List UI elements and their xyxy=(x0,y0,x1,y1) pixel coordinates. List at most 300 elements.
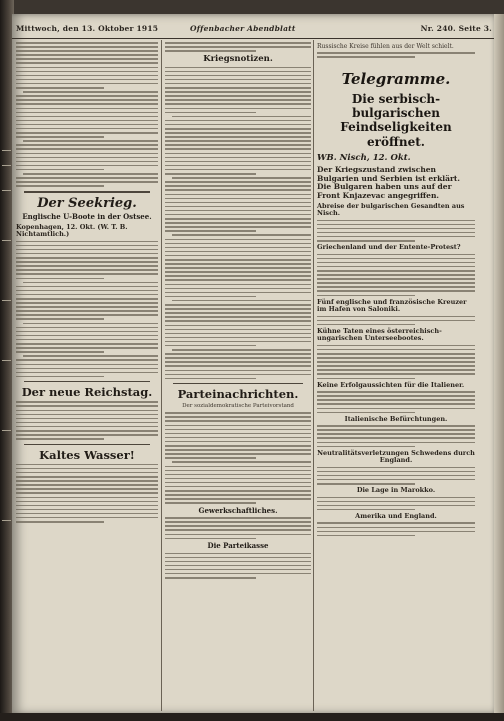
text-line xyxy=(16,148,158,150)
text-line xyxy=(16,249,158,251)
text-line xyxy=(317,266,475,268)
text-line xyxy=(16,484,158,486)
text-line xyxy=(165,132,311,134)
section-rule xyxy=(24,444,150,445)
text-line xyxy=(317,446,415,448)
text-line xyxy=(165,320,311,322)
text-line xyxy=(165,83,311,85)
text-line xyxy=(165,296,256,298)
text-line xyxy=(317,527,475,529)
text-line xyxy=(165,521,311,523)
text-line xyxy=(16,181,158,183)
text-line xyxy=(165,79,311,81)
text-line xyxy=(165,525,311,527)
text-line xyxy=(165,75,311,77)
text-line xyxy=(317,320,475,322)
text-line xyxy=(317,232,475,234)
text-line xyxy=(16,476,158,478)
text-line xyxy=(317,228,475,230)
text-line xyxy=(165,275,311,277)
text-line xyxy=(16,42,158,44)
text-line xyxy=(16,426,158,428)
text-line xyxy=(317,391,475,393)
dateline-kopenhagen: Kopenhagen, 12. Okt. (W. T. B. Nichtamtlich.) xyxy=(16,222,128,239)
text-line xyxy=(165,490,311,492)
text-line xyxy=(317,429,475,431)
text-line xyxy=(165,120,311,122)
text-line xyxy=(16,517,158,519)
text-line xyxy=(317,412,415,414)
text-line xyxy=(165,502,256,504)
text-line xyxy=(165,230,256,232)
text-line xyxy=(16,50,158,52)
text-line xyxy=(165,259,311,261)
heading-parteikasse: Die Parteikasse xyxy=(207,541,269,551)
subheading-seekrieg: Englische U-Boote in der Ostsee. xyxy=(22,212,152,222)
text-line xyxy=(165,441,311,443)
text-line xyxy=(165,128,311,130)
text-line xyxy=(16,339,158,341)
text-line xyxy=(165,370,311,372)
text-line xyxy=(165,243,311,245)
text-line xyxy=(165,161,311,163)
text-line xyxy=(16,414,158,416)
text-line xyxy=(16,157,158,159)
text-block xyxy=(16,42,158,187)
text-line xyxy=(165,482,311,484)
text-line xyxy=(317,52,475,54)
text-line xyxy=(317,475,475,477)
text-line xyxy=(165,173,256,175)
text-line xyxy=(165,140,311,142)
page-header xyxy=(10,22,496,38)
text-line xyxy=(165,292,311,294)
text-line xyxy=(16,418,158,420)
text-line xyxy=(16,54,158,56)
text-block xyxy=(317,345,475,379)
text-line xyxy=(16,318,104,320)
text-line xyxy=(317,501,475,503)
text-line xyxy=(16,253,158,255)
text-line xyxy=(317,399,475,401)
text-line xyxy=(165,267,311,269)
text-line xyxy=(317,505,475,507)
text-block xyxy=(16,401,158,439)
text-line xyxy=(165,308,311,310)
text-line xyxy=(16,501,158,503)
text-line xyxy=(16,124,158,126)
text-line xyxy=(165,99,311,101)
text-line xyxy=(165,325,311,327)
text-line xyxy=(165,194,311,196)
text-line xyxy=(16,497,158,499)
text-line xyxy=(165,218,311,220)
subheading-parteinachrichten: Der sozialdemokratische Parteivorstand xyxy=(182,403,294,410)
column-1 xyxy=(16,42,158,713)
text-line xyxy=(165,251,311,253)
text-line xyxy=(317,349,475,351)
text-line xyxy=(16,177,158,179)
text-line xyxy=(165,189,311,191)
section-rule xyxy=(24,191,150,193)
heading-kriegsnotizen: Kriegsnotizen. xyxy=(203,53,273,64)
text-line xyxy=(165,181,311,183)
text-line xyxy=(16,71,158,73)
text-block xyxy=(317,391,475,413)
text-line xyxy=(16,372,158,374)
text-line xyxy=(16,265,158,267)
text-line xyxy=(317,479,475,481)
text-line xyxy=(16,95,158,97)
text-block xyxy=(317,316,475,326)
text-line xyxy=(317,361,475,363)
heading-marokko: Die Lage in Marokko. xyxy=(356,486,436,495)
text-line xyxy=(165,185,311,187)
text-line xyxy=(165,279,311,281)
text-line xyxy=(317,316,475,318)
text-line xyxy=(16,298,158,300)
text-line xyxy=(165,255,311,257)
text-line xyxy=(165,329,311,331)
headline-main: Die serbisch-bulgarischen Feindseligkeiten eröffnet. xyxy=(340,91,452,149)
text-line xyxy=(317,433,475,435)
text-line xyxy=(16,257,158,259)
text-line xyxy=(16,165,158,167)
text-line xyxy=(16,79,158,81)
text-line xyxy=(165,263,311,265)
heading-kreuzer: Fünf englische und französische Kreuzer im Hafen von Saloniki. xyxy=(317,297,467,314)
text-line xyxy=(165,288,311,290)
text-line xyxy=(317,220,475,222)
text-line xyxy=(165,124,311,126)
text-line xyxy=(165,365,311,367)
text-line xyxy=(165,557,311,559)
text-line xyxy=(16,112,158,114)
header-rule xyxy=(12,38,494,39)
text-line xyxy=(317,442,475,444)
text-line xyxy=(317,236,475,238)
text-line xyxy=(317,224,475,226)
text-line xyxy=(16,286,158,288)
text-line xyxy=(317,278,475,280)
text-block xyxy=(317,220,475,242)
column-rule-1 xyxy=(161,40,162,711)
text-line xyxy=(165,361,311,363)
text-line xyxy=(16,310,158,312)
text-line xyxy=(16,302,158,304)
text-line xyxy=(317,357,475,359)
text-line xyxy=(317,262,475,264)
text-block xyxy=(165,553,311,579)
text-line xyxy=(317,522,475,524)
text-line xyxy=(317,403,475,405)
text-line xyxy=(165,214,311,216)
text-line xyxy=(165,46,311,48)
text-line xyxy=(16,480,158,482)
heading-amerika: Amerika und England. xyxy=(355,511,437,520)
text-line xyxy=(165,466,311,468)
text-line xyxy=(165,538,256,540)
text-line xyxy=(16,327,158,329)
text-line xyxy=(165,226,311,228)
text-line xyxy=(23,282,158,284)
text-line xyxy=(16,376,104,378)
text-line xyxy=(172,300,311,302)
header-page-number: Nr. 240. Seite 3. xyxy=(420,24,492,33)
text-line xyxy=(16,290,158,292)
text-line xyxy=(172,349,311,351)
text-line xyxy=(165,144,311,146)
text-line xyxy=(165,91,311,93)
text-line xyxy=(16,278,104,280)
text-line xyxy=(165,345,256,347)
text-line xyxy=(16,464,158,466)
text-line xyxy=(317,290,475,292)
text-line xyxy=(16,62,158,64)
text-line xyxy=(16,269,158,271)
text-line xyxy=(165,108,311,110)
text-line xyxy=(165,565,311,567)
text-line xyxy=(165,247,311,249)
scan-border-top xyxy=(14,0,504,14)
text-line xyxy=(16,99,158,101)
heading-befuerchtungen: Italienische Befürchtungen. xyxy=(344,414,448,423)
text-line xyxy=(317,378,415,380)
text-line xyxy=(16,410,158,412)
text-line xyxy=(165,136,311,138)
text-line xyxy=(165,353,311,355)
text-line xyxy=(317,509,415,511)
heading-kaltes-wasser: Kaltes Wasser! xyxy=(39,447,135,462)
text-line xyxy=(317,258,475,260)
column-3 xyxy=(317,42,475,713)
text-line xyxy=(165,529,311,531)
text-line xyxy=(16,335,158,337)
text-line xyxy=(165,312,311,314)
text-line xyxy=(165,316,311,318)
text-line xyxy=(165,341,311,343)
text-line xyxy=(16,505,158,507)
text-line xyxy=(16,241,158,243)
text-line xyxy=(317,497,475,499)
text-line xyxy=(165,416,311,418)
text-block xyxy=(16,241,158,378)
text-line xyxy=(16,492,158,494)
text-line xyxy=(16,87,104,89)
text-line xyxy=(165,573,311,575)
text-line xyxy=(317,395,475,397)
text-block xyxy=(317,497,475,511)
text-line xyxy=(16,401,158,403)
column-2 xyxy=(165,42,311,713)
heading-seekrieg: Der Seekrieg. xyxy=(37,195,137,211)
text-line xyxy=(165,425,311,427)
lead-text: Der Kriegszustand zwischen Bulgarien und Serbien ist erklärt. Die Bulgaren haben uns auf der Front Knjazevac angegriffen. xyxy=(317,165,461,201)
text-line xyxy=(16,261,158,263)
text-line xyxy=(16,75,158,77)
text-line xyxy=(317,535,415,537)
text-line xyxy=(165,420,311,422)
text-line xyxy=(165,534,311,536)
text-line xyxy=(165,553,311,555)
text-line xyxy=(165,165,311,167)
text-line xyxy=(16,58,158,60)
text-line xyxy=(165,561,311,563)
text-block xyxy=(16,464,158,523)
text-line xyxy=(16,468,158,470)
heading-neutralitaet: Neutralitätsverletzungen Schwedens durch England. xyxy=(317,448,475,465)
text-line xyxy=(16,513,158,515)
text-line xyxy=(16,351,104,353)
text-line xyxy=(16,306,158,308)
text-line xyxy=(317,408,475,410)
heading-abreise: Abreise der bulgarischen Gesandten aus Nisch. xyxy=(317,201,465,218)
text-block xyxy=(165,67,311,380)
text-line xyxy=(165,474,311,476)
text-line xyxy=(172,234,311,236)
column-rule-2 xyxy=(313,40,314,711)
text-line xyxy=(165,449,311,451)
dateline-nisch: WB. Nisch, 12. Okt. xyxy=(317,153,411,164)
text-line xyxy=(317,286,475,288)
text-line xyxy=(165,333,311,335)
text-line xyxy=(23,355,158,357)
heading-reichstag: Der neue Reichstag. xyxy=(21,385,153,400)
header-paper-name: Offenbacher Abendblatt xyxy=(190,24,296,33)
text-line xyxy=(165,498,311,500)
text-line xyxy=(317,324,415,326)
text-line xyxy=(165,169,311,171)
text-line xyxy=(165,42,311,44)
text-line xyxy=(16,405,158,407)
text-line xyxy=(165,198,311,200)
text-line xyxy=(16,46,158,48)
text-line xyxy=(16,331,158,333)
heading-italiener: Keine Erfolgaussichten für die Italiener. xyxy=(317,380,465,389)
text-line xyxy=(317,240,415,242)
text-line xyxy=(165,304,311,306)
text-line xyxy=(23,323,158,325)
text-line xyxy=(165,210,311,212)
text-line xyxy=(16,128,158,130)
heading-griechenland: Griechenland und der Entente-Protest? xyxy=(317,243,461,252)
text-line xyxy=(317,270,475,272)
header-date: Mittwoch, den 13. Oktober 1915 xyxy=(16,24,159,33)
text-block xyxy=(317,467,475,485)
text-line xyxy=(165,569,311,571)
text-line xyxy=(317,483,415,485)
text-line xyxy=(23,91,158,93)
text-line xyxy=(165,429,311,431)
text-line xyxy=(16,430,158,432)
text-line xyxy=(317,425,475,427)
text-line xyxy=(317,369,475,371)
text-line xyxy=(165,478,311,480)
text-line xyxy=(165,71,311,73)
text-line xyxy=(317,353,475,355)
text-line xyxy=(165,284,311,286)
text-line xyxy=(317,274,475,276)
text-line xyxy=(165,457,256,459)
text-block xyxy=(317,425,475,447)
text-line xyxy=(172,461,311,463)
text-line xyxy=(16,161,158,163)
text-line xyxy=(165,437,311,439)
text-line xyxy=(16,364,158,366)
text-block xyxy=(165,412,311,504)
text-line xyxy=(165,112,256,114)
text-block xyxy=(165,517,311,539)
text-block xyxy=(165,42,311,52)
text-line xyxy=(16,509,158,511)
text-line xyxy=(165,470,311,472)
text-line xyxy=(16,169,104,171)
text-line xyxy=(165,157,311,159)
text-line xyxy=(317,295,415,297)
text-line xyxy=(16,294,158,296)
text-line xyxy=(165,103,311,105)
text-line xyxy=(165,494,311,496)
text-line xyxy=(317,345,475,347)
text-line xyxy=(16,153,158,155)
text-line xyxy=(165,153,311,155)
text-line xyxy=(16,144,158,146)
heading-gewerkschaftliches: Gewerkschaftliches. xyxy=(198,505,278,515)
text-line xyxy=(317,365,475,367)
section-rule xyxy=(24,381,150,382)
text-line xyxy=(317,254,475,256)
text-line xyxy=(16,108,158,110)
scan-border-bottom xyxy=(0,713,504,721)
text-line xyxy=(165,239,311,241)
text-line xyxy=(16,488,158,490)
text-line xyxy=(165,517,311,519)
text-line xyxy=(23,140,158,142)
text-line xyxy=(16,438,104,440)
text-line xyxy=(317,531,475,533)
text-block xyxy=(317,522,475,536)
text-line xyxy=(16,521,104,523)
heading-parteinachrichten: Parteinachrichten. xyxy=(177,387,299,402)
text-line xyxy=(16,185,104,187)
text-line xyxy=(16,136,104,138)
text-line xyxy=(165,357,311,359)
text-line xyxy=(317,56,415,58)
text-line xyxy=(16,422,158,424)
page-edge-right xyxy=(494,14,504,721)
text-line xyxy=(16,103,158,105)
section-rule xyxy=(173,383,303,384)
text-line xyxy=(16,120,158,122)
text-line xyxy=(165,453,311,455)
text-line xyxy=(165,445,311,447)
text-line xyxy=(317,467,475,469)
text-line xyxy=(165,577,256,579)
text-line xyxy=(165,206,311,208)
top-note: Russische Kreise fühlen aus der Welt schielt. xyxy=(317,43,454,50)
text-line xyxy=(165,87,311,89)
text-line xyxy=(16,83,158,85)
text-line xyxy=(172,116,311,118)
text-line xyxy=(16,343,158,345)
text-line xyxy=(165,222,311,224)
text-line xyxy=(165,50,256,52)
text-line xyxy=(16,359,158,361)
text-line xyxy=(165,95,311,97)
text-line xyxy=(165,412,311,414)
text-line xyxy=(16,368,158,370)
text-block xyxy=(317,254,475,296)
